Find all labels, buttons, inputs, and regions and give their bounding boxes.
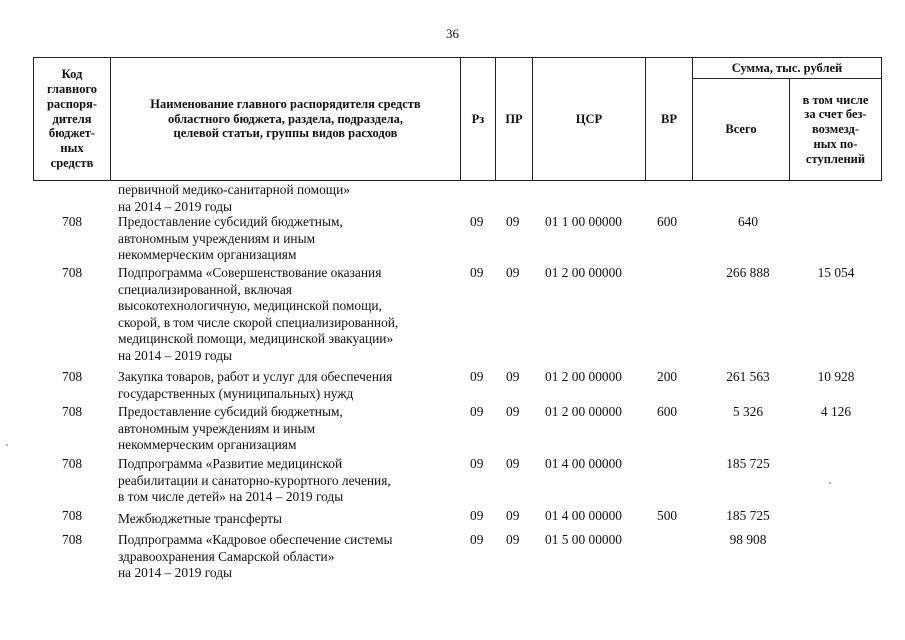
header-extra: в том числе за счет без- возмезд- ных по- ступлений <box>789 78 882 181</box>
row-name: Предоставление субсидий бюджетным, автономным учреждениям и иным некоммерческим организациям <box>118 214 343 262</box>
row-rz: 09 <box>470 265 484 280</box>
row-name: Межбюджетные трансферты <box>118 511 282 526</box>
row-rz: 09 <box>470 456 484 471</box>
header-total: Всего <box>692 78 790 181</box>
row-csr: 01 4 00 00000 <box>545 508 622 523</box>
header-sum: Сумма, тыс. рублей <box>692 57 882 79</box>
header-name: Наименование главного распорядителя средств областного бюджета, раздела, подраздела, целевой статьи, группы видов расходов <box>110 57 461 181</box>
row-pr: 09 <box>506 456 520 471</box>
row-extra: 15 054 <box>817 265 855 280</box>
page-number: 36 <box>446 26 459 41</box>
row-csr: 01 2 00 00000 <box>545 369 622 384</box>
row-name: Подпрограмма «Кадровое обеспечение системы здравоохранения Самарской области» на 2014 – 2019 годы <box>118 532 393 580</box>
header-rz: Рз <box>460 57 496 181</box>
row-csr: 01 5 00 00000 <box>545 532 622 547</box>
row-pr: 09 <box>506 265 520 280</box>
row-total: 185 725 <box>726 508 770 523</box>
row-vr: 200 <box>657 369 678 384</box>
row-code: 708 <box>62 456 83 471</box>
row-rz: 09 <box>470 508 484 523</box>
scan-speck <box>829 482 831 484</box>
row-pr: 09 <box>506 214 520 229</box>
row-code: 708 <box>62 214 83 229</box>
row-name: первичной медико-санитарной помощи» на 2014 – 2019 годы <box>118 182 350 214</box>
row-code: 708 <box>62 265 83 280</box>
row-csr: 01 1 00 00000 <box>545 214 622 229</box>
row-code: 708 <box>62 404 83 419</box>
row-vr: 600 <box>657 404 678 419</box>
header-vr: ВР <box>645 57 693 181</box>
row-pr: 09 <box>506 508 520 523</box>
row-csr: 01 2 00 00000 <box>545 404 622 419</box>
row-name: Подпрограмма «Совершенствование оказания специализированной, включая высокотехнологичную, медицинской помощи, скорой, в том числе скорой специализированной, медицинской помощи, медицинской эвакуации» на 2014 – 2019 годы <box>118 265 399 363</box>
row-csr: 01 2 00 00000 <box>545 265 622 280</box>
header-csr: ЦСР <box>532 57 646 181</box>
row-total: 266 888 <box>726 265 770 280</box>
row-total: 261 563 <box>726 369 770 384</box>
row-code: 708 <box>62 369 83 384</box>
row-name: Предоставление субсидий бюджетным, автономным учреждениям и иным некоммерческим организациям <box>118 404 343 452</box>
row-total: 98 908 <box>729 532 767 547</box>
header-pr: ПР <box>495 57 533 181</box>
row-vr: 600 <box>657 214 678 229</box>
row-name: Подпрограмма «Развитие медицинской реабилитации и санаторно-курортного лечения, в том числе детей» на 2014 – 2019 годы <box>118 456 391 504</box>
row-total: 5 326 <box>732 404 764 419</box>
row-code: 708 <box>62 532 83 547</box>
row-vr: 500 <box>657 508 678 523</box>
row-name: Закупка товаров, работ и услуг для обеспечения государственных (муниципальных) нужд <box>118 369 393 401</box>
row-rz: 09 <box>470 532 484 547</box>
row-total: 185 725 <box>726 456 770 471</box>
row-total: 640 <box>737 214 759 229</box>
row-extra: 10 928 <box>817 369 855 384</box>
row-pr: 09 <box>506 404 520 419</box>
row-pr: 09 <box>506 369 520 384</box>
row-rz: 09 <box>470 214 484 229</box>
row-extra: 4 126 <box>820 404 852 419</box>
row-pr: 09 <box>506 532 520 547</box>
row-csr: 01 4 00 00000 <box>545 456 622 471</box>
header-code: Код главного распоря- дителя бюджет- ных средств <box>33 57 111 181</box>
row-rz: 09 <box>470 404 484 419</box>
row-code: 708 <box>62 508 83 523</box>
row-rz: 09 <box>470 369 484 384</box>
scan-speck <box>6 444 8 446</box>
